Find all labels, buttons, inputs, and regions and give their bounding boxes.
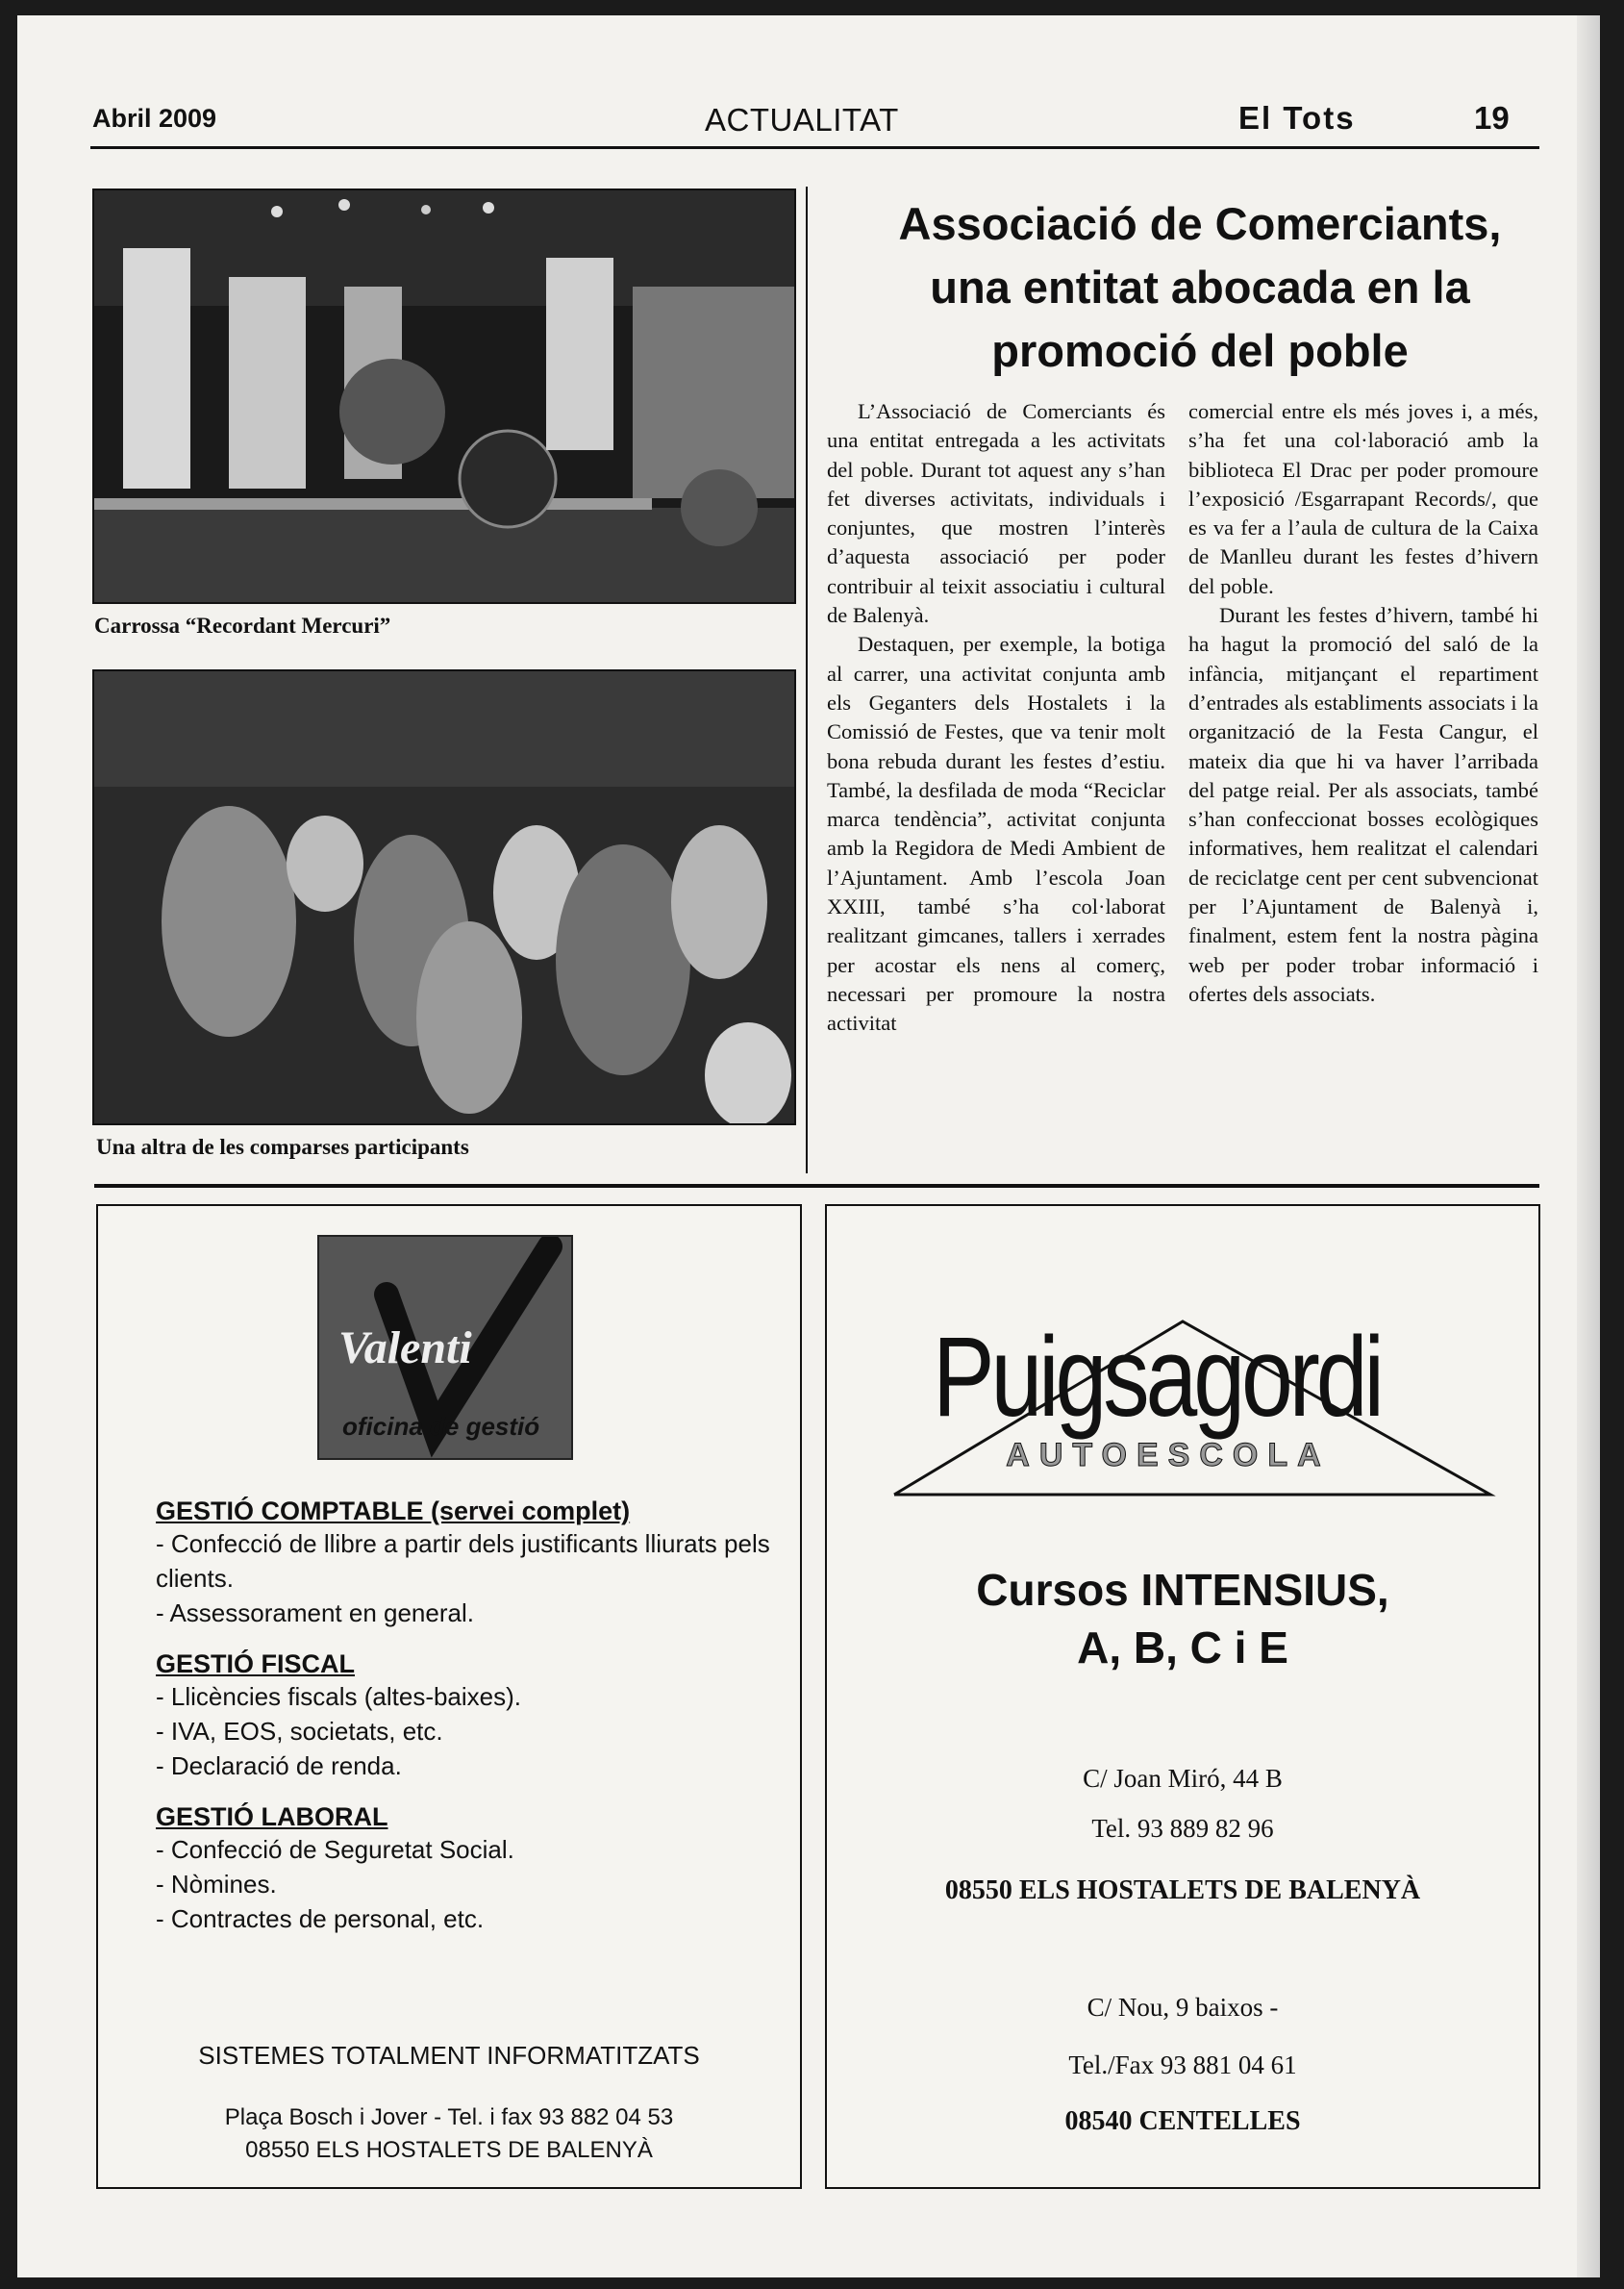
office-street: C/ Joan Miró, 44 B <box>1083 1764 1283 1793</box>
service-item: - Contractes de personal, etc. <box>156 1904 485 1933</box>
article-paragraph: Destaquen, per exemple, la botiga al carrer, una activitat conjunta amb els Geganters dels Hostalets i la Comissió de Festes, que va tenir molt bona rebuda durant les festes d’estiu. També, la desfilada de moda “Reciclar marca tendència”, activitat conjunta amb la Regidora de Medi Ambient de l’Ajuntament. Amb l’escola Joan XXIII, també s’ha col·laborat realitzant gimcanes, tallers i xerrades per acostar els nens al comerç, necessari per promoure la nostra activitat <box>827 632 1165 1036</box>
service-item: - Nòmines. <box>156 1870 277 1899</box>
ad-valenti <box>96 1204 802 2189</box>
photo-comparses <box>92 669 796 1125</box>
photo-caption: Carrossa “Recordant Mercuri” <box>94 614 391 638</box>
office-city: 08540 CENTELLES <box>1064 2106 1301 2136</box>
article-paragraph: Durant les festes d’hivern, també hi ha hagut la promoció del saló de la infància, mitjançant el repartiment d’entrades als establiments associats i la organització de la Festa Cangur, el mateix dia que hi va haver l’arribada del patge reial. Per als associats, també s’han confeccionat bosses ecològiques informatives, hem realitzat el calendari de reciclatge cent per cent subvencionat per l’Ajuntament de Balenyà i, finalment, estem fent la nostra pàgina web per poder trobar informació i ofertes dels associats. <box>1188 603 1538 1006</box>
service-item: - Confecció de llibre a partir dels justificants lliurats pels clients. <box>156 1529 770 1593</box>
ad-puigsagordi <box>825 1204 1540 2189</box>
valenti-services <box>156 1497 771 1936</box>
puigsagordi-logo-name: Puigsagordi <box>933 1314 1381 1441</box>
service-heading: GESTIÓ COMPTABLE (servei complet) <box>156 1497 631 1525</box>
article-column-2 <box>1188 397 1538 1009</box>
issue-date: Abril 2009 <box>92 104 217 133</box>
office-street: C/ Nou, 9 baixos - <box>1087 1993 1279 2022</box>
photo-caption: Una altra de les comparses participants <box>96 1135 469 1159</box>
valenti-city: 08550 ELS HOSTALETS DE BALENYÀ <box>245 2137 653 2163</box>
service-item: - Llicències fiscals (altes-baixes). <box>156 1682 522 1711</box>
photo-carrossa <box>92 189 796 604</box>
article-paragraph: comercial entre els més joves i, a més, s’ha fet una col·laboració amb la biblioteca El Drac per poder promoure l’exposició /Esgarrapant Records/, que es va fer a l’aula de cultura de la Caixa de Manlleu durant les festes d’hivern del poble. <box>1188 399 1538 598</box>
newspaper-page <box>17 15 1600 2277</box>
article-column-1 <box>827 397 1165 1039</box>
puigsagordi-logo-sub: AUTOESCOLA <box>1006 1437 1331 1473</box>
service-heading: GESTIÓ LABORAL <box>156 1802 388 1831</box>
course-line: A, B, C i E <box>1077 1622 1288 1673</box>
header-rule <box>90 146 1539 149</box>
course-line: Cursos INTENSIUS, <box>976 1565 1389 1615</box>
valenti-logo-name: Valenti <box>338 1322 472 1373</box>
service-item: - Declaració de renda. <box>156 1751 402 1780</box>
valenti-logo <box>317 1235 573 1460</box>
headline-line: promoció del poble <box>991 325 1409 376</box>
headline-line: Associació de Comerciants, <box>898 198 1502 249</box>
office-city: 08550 ELS HOSTALETS DE BALENYÀ <box>944 1875 1421 1905</box>
service-item: - Confecció de Seguretat Social. <box>156 1835 514 1864</box>
valenti-logo-sub: oficina de gestió <box>342 1412 540 1441</box>
article-paragraph: L’Associació de Comerciants és una entitat entregada a les activitats del poble. Durant tot aquest any s’han fet diverses activitats, individuals i conjuntes, que mostren l’interès d’aquesta associació per poder contribuir al teixit associatiu i cultural de Balenyà. <box>827 399 1165 628</box>
valenti-tagline: SISTEMES TOTALMENT INFORMATITZATS <box>198 2041 700 2070</box>
headline-line: una entitat abocada en la <box>930 262 1470 313</box>
service-item: - IVA, EOS, societats, etc. <box>156 1717 443 1746</box>
page-number: 19 <box>1474 100 1510 136</box>
article-headline <box>844 192 1556 383</box>
page-edge <box>1577 15 1600 2277</box>
section-rule <box>94 1184 1539 1188</box>
office-phone: Tel./Fax 93 881 04 61 <box>1068 2050 1297 2079</box>
office-phone: Tel. 93 889 82 96 <box>1091 1814 1274 1843</box>
service-item: - Assessorament en general. <box>156 1598 474 1627</box>
valenti-address: Plaça Bosch i Jover - Tel. i fax 93 882 04 53 <box>224 2104 674 2130</box>
publication-name: El Tots <box>1238 100 1356 136</box>
column-divider <box>806 187 808 1173</box>
service-heading: GESTIÓ FISCAL <box>156 1649 356 1678</box>
section-title: ACTUALITAT <box>705 102 899 138</box>
